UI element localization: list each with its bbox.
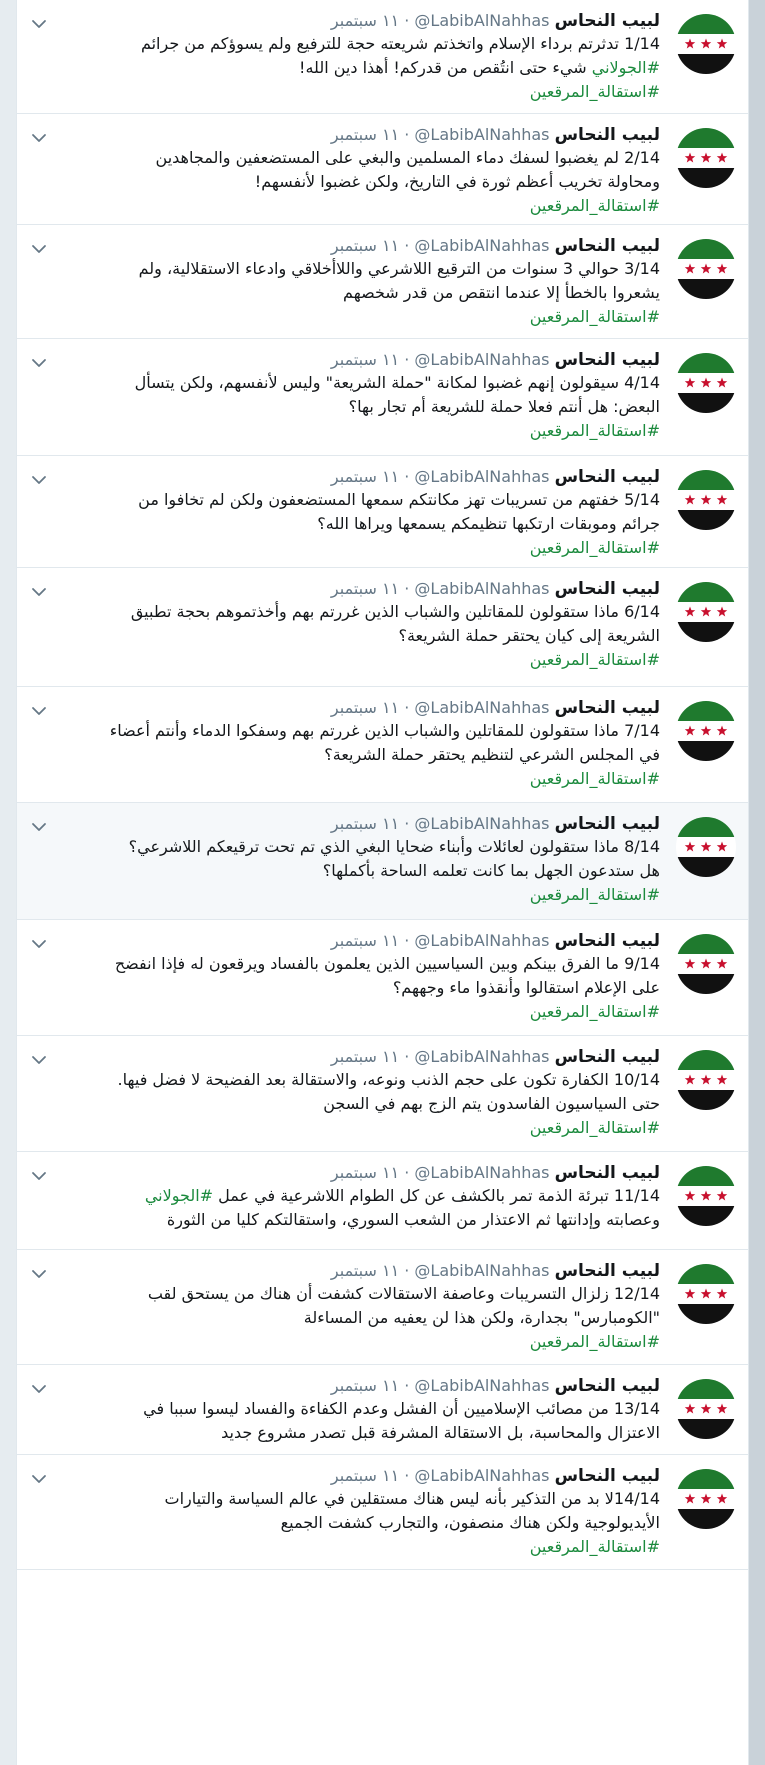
tweet-header [63, 930, 660, 952]
text-segment: الاعتزال والمحاسبة، بل الاستقالة المشرفة قبل تصدر مشروع جديد [221, 1423, 660, 1442]
tweet-text [63, 32, 660, 80]
display-name[interactable]: لبيب النحاس [554, 1466, 660, 1486]
text-segment: "الكومبارس" بجدارة، ولكن هذا لن يعفيه من المساءلة [303, 1308, 660, 1327]
hashtag-link[interactable]: #الجولاني [144, 1186, 214, 1205]
text-segment: 4/14 سيقولون إنهم غضبوا لمكانة "حملة الشريعة" وليس لأنفسهم، ولكن يتسأل [134, 373, 660, 392]
avatar[interactable] [676, 1469, 736, 1529]
chevron-down-icon[interactable] [29, 1166, 49, 1186]
tweet-text [63, 1282, 660, 1330]
tweet-text-line [63, 257, 660, 281]
tweet-timestamp[interactable]: ١١ سبتمبر [330, 1466, 400, 1485]
user-handle[interactable]: @LabibAlNahhas [414, 931, 550, 950]
tweet-text-line [63, 624, 660, 648]
tweet-text-line [63, 281, 660, 305]
tweet-text-line [63, 1068, 660, 1092]
display-name[interactable]: لبيب النحاس [554, 125, 660, 145]
syrian-revolution-flag-icon [676, 470, 736, 530]
hashtag-link[interactable]: #استقالة_المرقعين [529, 1002, 660, 1021]
tweet-text-line [63, 1208, 660, 1232]
tweet-timestamp[interactable]: ١١ سبتمبر [330, 579, 400, 598]
user-handle[interactable]: @LabibAlNahhas [414, 1163, 550, 1182]
text-segment: 13/14 من مصائب الإسلاميين أن الفشل وعدم الكفاءة والفساد ليسوا سببا في [143, 1399, 660, 1418]
user-handle[interactable]: @LabibAlNahhas [414, 11, 550, 30]
chevron-down-icon[interactable] [29, 1264, 49, 1284]
syrian-revolution-flag-icon [676, 128, 736, 188]
tweet-text [63, 488, 660, 536]
tweet-text-line [63, 719, 660, 743]
tweet-header [63, 466, 660, 488]
hashtag-link[interactable]: #استقالة_المرقعين [529, 1332, 660, 1351]
tweet-text [63, 371, 660, 419]
tweet-timestamp[interactable]: ١١ سبتمبر [330, 467, 400, 486]
chevron-down-icon[interactable] [29, 1379, 49, 1399]
syrian-revolution-flag-icon [676, 14, 736, 74]
display-name[interactable]: لبيب النحاس [554, 814, 660, 834]
hashtag-link[interactable]: #استقالة_المرقعين [529, 196, 660, 215]
tweet-text [63, 1184, 660, 1232]
tweet-text-line [63, 743, 660, 767]
tweet-header [63, 578, 660, 600]
text-segment: شيء حتى انتُقص من قدركم! أهذا دين الله! [299, 58, 592, 77]
tweet-text-line [63, 952, 660, 976]
tweet-content [63, 1465, 660, 1559]
chevron-down-icon[interactable] [29, 582, 49, 602]
tweet-content [63, 466, 660, 560]
separator-dot: · [399, 698, 415, 717]
separator-dot: · [399, 579, 415, 598]
text-segment: 14/14لا بد من التذكير بأنه ليس هناك مستقلين في عالم السياسة والتيارات [164, 1489, 660, 1508]
tweet-text [63, 146, 660, 194]
tweet-text-line [63, 1511, 660, 1535]
chevron-down-icon[interactable] [29, 817, 49, 837]
tweet-text [63, 835, 660, 883]
tweet[interactable] [17, 920, 748, 1036]
tweet-content [63, 1260, 660, 1354]
syrian-revolution-flag-icon [676, 1264, 736, 1324]
tweet[interactable] [17, 1365, 748, 1455]
display-name[interactable]: لبيب النحاس [554, 236, 660, 256]
tweet-text-line [63, 859, 660, 883]
tweet-header [63, 1162, 660, 1184]
tweet-timestamp[interactable]: ١١ سبتمبر [330, 11, 400, 30]
tweet-text-line [63, 835, 660, 859]
user-handle[interactable]: @LabibAlNahhas [414, 1466, 550, 1485]
tweet-feed [16, 0, 749, 1765]
tweet[interactable] [17, 1250, 748, 1365]
scrollbar-track[interactable] [749, 0, 765, 1765]
tweet[interactable] [17, 225, 748, 339]
chevron-down-icon[interactable] [29, 701, 49, 721]
chevron-down-icon[interactable] [29, 470, 49, 490]
tweet-timestamp[interactable]: ١١ سبتمبر [330, 931, 400, 950]
hashtag-link[interactable]: #استقالة_المرقعين [529, 1537, 660, 1556]
text-segment: 5/14 خفتهم من تسريبات تهز مكانتكم سمعها المستضعفون ولكن لم تخافوا من [138, 490, 660, 509]
tweet-content [63, 1162, 660, 1232]
syrian-revolution-flag-icon [676, 1050, 736, 1110]
tweet-content [63, 10, 660, 104]
tweet-text-line [63, 976, 660, 1000]
tweet-timestamp[interactable]: ١١ سبتمبر [330, 698, 400, 717]
tweet-text [63, 952, 660, 1000]
tweet-text-line [63, 32, 660, 56]
display-name[interactable]: لبيب النحاس [554, 698, 660, 718]
separator-dot: · [399, 1261, 415, 1280]
tweet-content [63, 235, 660, 329]
text-segment: ومحاولة تخريب أعظم ثورة في التاريخ، ولكن غضبوا لأنفسهم! [254, 172, 660, 191]
avatar[interactable] [676, 470, 736, 530]
tweet-content [63, 1046, 660, 1140]
avatar[interactable] [676, 1379, 736, 1439]
tweet-timestamp[interactable]: ١١ سبتمبر [330, 814, 400, 833]
tweet-text-line [63, 395, 660, 419]
text-segment: حتى السياسيون الفاسدون يتم الزج بهم في السجن [323, 1094, 660, 1113]
chevron-down-icon[interactable] [29, 14, 49, 34]
tweet-text [63, 719, 660, 767]
display-name[interactable]: لبيب النحاس [554, 11, 660, 31]
tweet[interactable] [17, 0, 748, 114]
syrian-revolution-flag-icon [676, 1166, 736, 1226]
tweet-text [63, 1397, 660, 1445]
text-segment: 8/14 ماذا ستقولون لعائلات وأبناء ضحايا البغي الذي تم تحت ترقيعكم اللاشرعي؟ [128, 837, 660, 856]
tweet-content [63, 578, 660, 672]
hashtag-link[interactable]: #استقالة_المرقعين [529, 650, 660, 669]
tweet-text [63, 257, 660, 305]
text-segment: الأيديولوجية ولكن هناك منصفون، والتجارب كشفت الجميع [280, 1513, 660, 1532]
tweet-content [63, 1375, 660, 1445]
syrian-revolution-flag-icon [676, 353, 736, 413]
tweet-timestamp[interactable]: ١١ سبتمبر [330, 1047, 400, 1066]
tweet-content [63, 930, 660, 1024]
tweet-header [63, 1465, 660, 1487]
separator-dot: · [399, 1376, 415, 1395]
text-segment: 6/14 ماذا ستقولون للمقاتلين والشباب الذين غررتم بهم وأخذتموهم بحجة تطبيق [130, 602, 660, 621]
tweet-header [63, 10, 660, 32]
avatar[interactable] [676, 934, 736, 994]
hashtag-link[interactable]: #استقالة_المرقعين [529, 1118, 660, 1137]
chevron-down-icon[interactable] [29, 239, 49, 259]
tweet-text-line [63, 1487, 660, 1511]
avatar[interactable] [676, 1166, 736, 1226]
display-name[interactable]: لبيب النحاس [554, 1261, 660, 1281]
display-name[interactable]: لبيب النحاس [554, 1047, 660, 1067]
display-name[interactable]: لبيب النحاس [554, 931, 660, 951]
user-handle[interactable]: @LabibAlNahhas [414, 814, 550, 833]
tweet-text [63, 1068, 660, 1116]
syrian-revolution-flag-icon [676, 701, 736, 761]
user-handle[interactable]: @LabibAlNahhas [414, 236, 550, 255]
chevron-down-icon[interactable] [29, 128, 49, 148]
tweet-text [63, 1487, 660, 1535]
text-segment: يشعروا بالخطأ إلا عندما انتقص من قدر شخصهم [343, 283, 660, 302]
avatar[interactable] [676, 1050, 736, 1110]
text-segment: جرائم وموبقات ارتكبها تنظيمكم يسمعها ويراها الله؟ [317, 514, 660, 533]
hashtag-link[interactable]: #استقالة_المرقعين [529, 885, 660, 904]
separator-dot: · [399, 467, 415, 486]
hashtag-link[interactable]: #استقالة_المرقعين [529, 421, 660, 440]
tweet[interactable] [17, 1455, 748, 1570]
separator-dot: · [399, 931, 415, 950]
avatar[interactable] [676, 701, 736, 761]
avatar[interactable] [676, 582, 736, 642]
tweet-header [63, 124, 660, 146]
tweet-text-line [63, 600, 660, 624]
chevron-down-icon[interactable] [29, 934, 49, 954]
syrian-revolution-flag-icon [676, 934, 736, 994]
tweet[interactable] [17, 568, 748, 687]
chevron-down-icon[interactable] [29, 1469, 49, 1489]
separator-dot: · [399, 350, 415, 369]
tweet-text-line [63, 56, 660, 80]
hashtag-link[interactable]: #استقالة_المرقعين [529, 769, 660, 788]
tweet-text-line [63, 1397, 660, 1421]
user-handle[interactable]: @LabibAlNahhas [414, 698, 550, 717]
text-segment: 10/14 الكفارة تكون على حجم الذنب ونوعه، والاستقالة بعد الفضيحة لا فضل فيها. [117, 1070, 660, 1089]
tweet[interactable] [17, 803, 748, 920]
hashtag-link[interactable]: #استقالة_المرقعين [529, 538, 660, 557]
separator-dot: · [399, 1163, 415, 1182]
tweet[interactable] [17, 1152, 748, 1250]
avatar[interactable] [676, 239, 736, 299]
separator-dot: · [399, 814, 415, 833]
tweet-text-line [63, 512, 660, 536]
tweet-timestamp[interactable]: ١١ سبتمبر [330, 1376, 400, 1395]
tweet-text-line [63, 1306, 660, 1330]
tweet-header [63, 1375, 660, 1397]
user-handle[interactable]: @LabibAlNahhas [414, 579, 550, 598]
syrian-revolution-flag-icon [676, 1379, 736, 1439]
tweet-timestamp[interactable]: ١١ سبتمبر [330, 125, 400, 144]
tweet-text-line [63, 1421, 660, 1445]
user-handle[interactable]: @LabibAlNahhas [414, 1376, 550, 1395]
tweet-text-line [63, 1282, 660, 1306]
separator-dot: · [399, 1047, 415, 1066]
tweet[interactable] [17, 687, 748, 803]
tweet-timestamp[interactable]: ١١ سبتمبر [330, 1163, 400, 1182]
avatar[interactable] [676, 1264, 736, 1324]
chevron-down-icon[interactable] [29, 353, 49, 373]
tweet-content [63, 349, 660, 443]
text-segment: البعض: هل أنتم فعلا حملة للشريعة أم تجار بها؟ [348, 397, 660, 416]
display-name[interactable]: لبيب النحاس [554, 579, 660, 599]
text-segment: 12/14 زلزال التسريبات وعاصفة الاستقالات كشفت أن هناك من يستحق لقب [147, 1284, 660, 1303]
tweet-text-line [63, 371, 660, 395]
tweet-header [63, 1046, 660, 1068]
syrian-revolution-flag-icon [676, 239, 736, 299]
tweet-timestamp[interactable]: ١١ سبتمبر [330, 1261, 400, 1280]
user-handle[interactable]: @LabibAlNahhas [414, 467, 550, 486]
tweet[interactable] [17, 1036, 748, 1152]
user-handle[interactable]: @LabibAlNahhas [414, 1047, 550, 1066]
text-segment: 7/14 ماذا ستقولون للمقاتلين والشباب الذين غررتم بهم وسفكوا الدماء وأنتم أعضاء [109, 721, 660, 740]
text-segment: وعصابته وإدانتها ثم الاعتذار من الشعب السوري، واستقالتكم كليا من الثورة [166, 1210, 660, 1229]
avatar[interactable] [676, 14, 736, 74]
avatar[interactable] [676, 817, 736, 877]
text-segment: هل ستدعون الجهل بما كانت تعلمه الساحة بأكملها؟ [322, 861, 660, 880]
avatar[interactable] [676, 353, 736, 413]
text-segment: 3/14 حوالي 3 سنوات من الترقيع اللاشرعي واللاأخلاقي وادعاء الاستقلالية، ولم [138, 259, 660, 278]
avatar[interactable] [676, 128, 736, 188]
tweet-header [63, 697, 660, 719]
text-segment: في المجلس الشرعي لتنظيم يحتقر حملة الشريعة؟ [324, 745, 660, 764]
tweet-timestamp[interactable]: ١١ سبتمبر [330, 350, 400, 369]
tweet-content [63, 813, 660, 907]
separator-dot: · [399, 11, 415, 30]
tweet-text [63, 600, 660, 648]
tweet-header [63, 813, 660, 835]
text-segment: 9/14 ما الفرق بينكم وبين السياسيين الذين يعلمون بالفساد ويرقعون له فإذا انفضح [114, 954, 660, 973]
tweet-content [63, 124, 660, 218]
display-name[interactable]: لبيب النحاس [554, 350, 660, 370]
display-name[interactable]: لبيب النحاس [554, 1163, 660, 1183]
tweet-timestamp[interactable]: ١١ سبتمبر [330, 236, 400, 255]
tweet-header [63, 235, 660, 257]
hashtag-link[interactable]: #استقالة_المرقعين [529, 82, 660, 101]
tweet-header [63, 349, 660, 371]
hashtag-link[interactable]: #استقالة_المرقعين [529, 307, 660, 326]
tweet[interactable] [17, 339, 748, 456]
syrian-revolution-flag-icon [676, 582, 736, 642]
tweet-text-line [63, 146, 660, 170]
text-segment: 11/14 تبرئة الذمة تمر بالكشف عن كل الطوام اللاشرعية في عمل [213, 1186, 660, 1205]
user-handle[interactable]: @LabibAlNahhas [414, 125, 550, 144]
display-name[interactable]: لبيب النحاس [554, 467, 660, 487]
text-segment: 2/14 لم يغضبوا لسفك دماء المسلمين والبغي على المستضعفين والمجاهدين [155, 148, 660, 167]
tweet-text-line [63, 488, 660, 512]
separator-dot: · [399, 236, 415, 255]
separator-dot: · [399, 125, 415, 144]
tweet[interactable] [17, 456, 748, 568]
text-segment: الشريعة إلى كيان يحتقر حملة الشريعة؟ [398, 626, 660, 645]
tweet-text-line [63, 170, 660, 194]
user-handle[interactable]: @LabibAlNahhas [414, 350, 550, 369]
tweet[interactable] [17, 114, 748, 225]
separator-dot: · [399, 1466, 415, 1485]
tweet-header [63, 1260, 660, 1282]
user-handle[interactable]: @LabibAlNahhas [414, 1261, 550, 1280]
hashtag-link[interactable]: #الجولاني [591, 58, 660, 77]
text-segment: 1/14 تدثرتم برداء الإسلام واتخذتم شريعته حجة للترفيع ولم يسوؤكم من جرائم [140, 34, 660, 53]
text-segment: على الإعلام استقالوا وأنقذوا ماء وجههم؟ [392, 978, 660, 997]
syrian-revolution-flag-icon [676, 1469, 736, 1529]
tweet-text-line [63, 1184, 660, 1208]
chevron-down-icon[interactable] [29, 1050, 49, 1070]
tweet-content [63, 697, 660, 791]
syrian-revolution-flag-icon [676, 817, 736, 877]
display-name[interactable]: لبيب النحاس [554, 1376, 660, 1396]
tweet-text-line [63, 1092, 660, 1116]
